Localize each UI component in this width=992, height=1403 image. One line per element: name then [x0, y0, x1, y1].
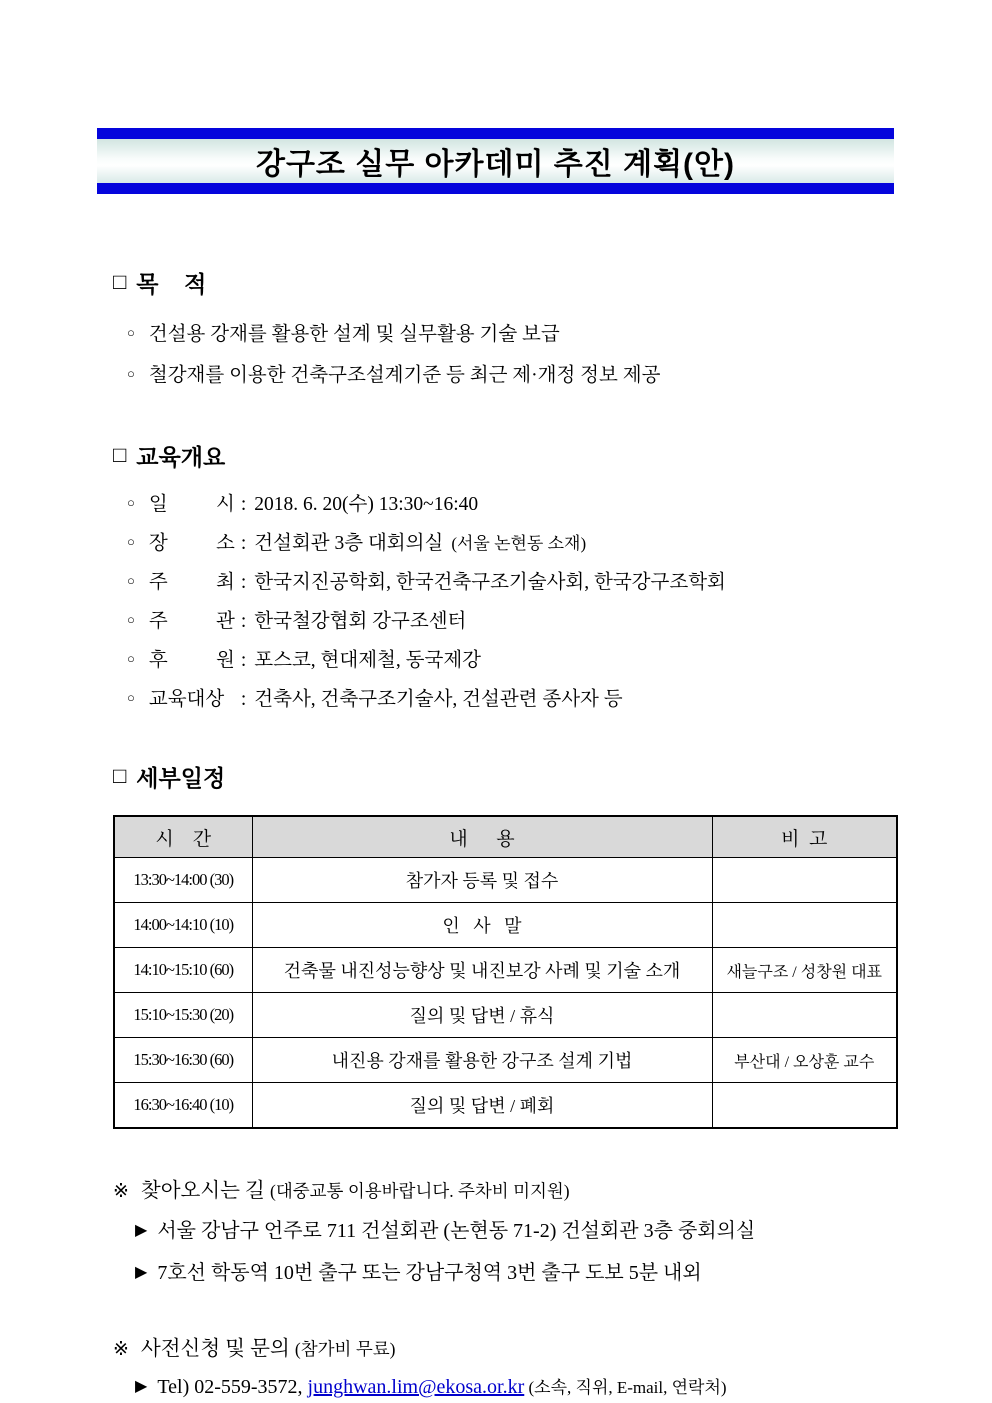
- table-row: [114, 903, 897, 948]
- cell-time: 14:10~15:10 (60): [114, 948, 252, 993]
- circle-bullet-icon: ○: [127, 325, 135, 340]
- overview-heading-label: 교육개요: [136, 444, 226, 470]
- directions-heading: [113, 1173, 900, 1203]
- contact-item: [135, 1367, 900, 1403]
- reference-mark-icon: ※: [113, 1181, 129, 1202]
- overview-item-note: (서울 논현동 소재): [451, 534, 587, 553]
- overview-item-value: 한국철강협회 강구조센터: [254, 611, 467, 632]
- square-icon: □: [113, 441, 127, 467]
- overview-colon: :: [240, 572, 247, 593]
- circle-bullet-icon: ○: [127, 366, 135, 381]
- overview-item: [127, 525, 900, 564]
- overview-item: [127, 486, 900, 525]
- purpose-heading: [113, 266, 900, 299]
- overview-item-value: 한국지진공학회, 한국건축구조기술사회, 한국강구조학회: [254, 572, 726, 593]
- table-row: [114, 1038, 897, 1083]
- contact-heading: [113, 1331, 900, 1361]
- cell-note: [712, 1083, 897, 1129]
- title-banner: [97, 128, 894, 194]
- circle-bullet-icon: ○: [127, 534, 135, 549]
- table-row: [114, 858, 897, 903]
- overview-item-label: 주 관: [148, 611, 235, 632]
- cell-note: 새늘구조 / 성창원 대표: [712, 948, 897, 993]
- overview-colon: :: [240, 533, 247, 554]
- cell-content: 질의 및 답변 / 폐회: [252, 1083, 712, 1129]
- cell-time: 16:30~16:40 (10): [114, 1083, 252, 1129]
- purpose-bullet: [127, 356, 900, 397]
- schedule-heading-label: 세부일정: [136, 765, 226, 791]
- overview-heading: [113, 439, 900, 472]
- overview-item: [127, 642, 900, 681]
- overview-item-label: 주 최: [148, 572, 235, 593]
- banner-bottom-bar: [97, 183, 894, 194]
- cell-content: 건축물 내진성능향상 및 내진보강 사례 및 기술 소개: [252, 948, 712, 993]
- overview-item-label: 후 원: [148, 650, 235, 671]
- direction-item-text: 7호선 학동역 10번 출구 또는 강남구청역 3번 출구 도보 5분 내외: [157, 1262, 702, 1284]
- table-row: [114, 948, 897, 993]
- circle-bullet-icon: ○: [127, 573, 135, 588]
- header-note: 비 고: [712, 816, 897, 858]
- schedule-header-row: [114, 816, 897, 858]
- banner-top-bar: [97, 128, 894, 139]
- direction-item: [135, 1211, 900, 1253]
- contact-heading-note: (참가비 무료): [294, 1339, 396, 1359]
- square-icon: □: [113, 268, 127, 294]
- cell-time: 13:30~14:00 (30): [114, 858, 252, 903]
- cell-content: 내진용 강재를 활용한 강구조 설계 기법: [252, 1038, 712, 1083]
- circle-bullet-icon: ○: [127, 651, 135, 666]
- overview-colon: :: [240, 650, 247, 671]
- cell-content: 질의 및 답변 / 휴식: [252, 993, 712, 1038]
- circle-bullet-icon: ○: [127, 690, 135, 705]
- overview-item-value: 2018. 6. 20(수) 13:30~16:40: [254, 494, 479, 515]
- overview-item-value: 포스코, 현대제철, 동국제강: [254, 650, 481, 671]
- arrow-icon: ▶: [135, 1264, 148, 1281]
- cell-time: 15:30~16:30 (60): [114, 1038, 252, 1083]
- arrow-icon: ▶: [135, 1378, 148, 1395]
- cell-content: 참가자 등록 및 접수: [252, 858, 712, 903]
- cell-note: [712, 858, 897, 903]
- overview-item-value: 건축사, 건축구조기술사, 건설관련 종사자 등: [254, 689, 623, 710]
- direction-item: [135, 1253, 900, 1295]
- banner-body: [97, 139, 894, 183]
- cell-note: 부산대 / 오상훈 교수: [712, 1038, 897, 1083]
- cell-note: [712, 993, 897, 1038]
- overview-item: [127, 603, 900, 642]
- arrow-icon: ▶: [135, 1222, 148, 1239]
- schedule-heading: [113, 760, 900, 793]
- square-icon: □: [113, 762, 127, 788]
- purpose-bullet: [127, 315, 900, 356]
- contact-suffix-note: (소속, 직위, E-mail, 연락처): [524, 1378, 727, 1397]
- telephone-text: Tel) 02-559-3572,: [157, 1376, 308, 1398]
- cell-note: [712, 903, 897, 948]
- directions-heading-label: 찾아오시는 길: [140, 1180, 270, 1202]
- purpose-bullet-text: 건설용 강재를 활용한 설계 및 실무활용 기술 보급: [148, 324, 560, 345]
- table-row: [114, 1083, 897, 1129]
- overview-item-label: 일 시: [148, 494, 235, 515]
- overview-item-label: 교육대상: [148, 689, 225, 710]
- overview-colon: :: [240, 611, 247, 632]
- contact-heading-label: 사전신청 및 문의: [140, 1338, 295, 1360]
- cell-time: 15:10~15:30 (20): [114, 993, 252, 1038]
- cell-content: 인 사 말: [252, 903, 712, 948]
- cell-time: 14:00~14:10 (10): [114, 903, 252, 948]
- circle-bullet-icon: ○: [127, 495, 135, 510]
- page-title: 강구조 실무 아카데미 추진 계획(안): [255, 148, 736, 181]
- email-link[interactable]: junghwan.lim@ekosa.or.kr: [307, 1376, 525, 1398]
- overview-colon: :: [240, 494, 247, 515]
- reference-mark-icon: ※: [113, 1339, 129, 1360]
- overview-colon: :: [240, 689, 247, 710]
- schedule-table: [113, 815, 898, 1129]
- directions-heading-note: (대중교통 이용바랍니다. 주차비 미지원): [270, 1181, 570, 1201]
- overview-item: [127, 681, 900, 720]
- purpose-bullet-text: 철강재를 이용한 건축구조설계기준 등 최근 제·개정 정보 제공: [148, 365, 661, 386]
- purpose-heading-label: 목 적: [136, 271, 207, 297]
- overview-item: [127, 564, 900, 603]
- overview-item-label: 장 소: [148, 533, 235, 554]
- circle-bullet-icon: ○: [127, 612, 135, 627]
- overview-item-value: 건설회관 3층 대회의실: [254, 533, 444, 554]
- table-row: [114, 993, 897, 1038]
- header-time: 시 간: [114, 816, 252, 858]
- direction-item-text: 서울 강남구 언주로 711 건설회관 (논현동 71-2) 건설회관 3층 중회의실: [157, 1220, 756, 1242]
- header-content: 내 용: [252, 816, 712, 858]
